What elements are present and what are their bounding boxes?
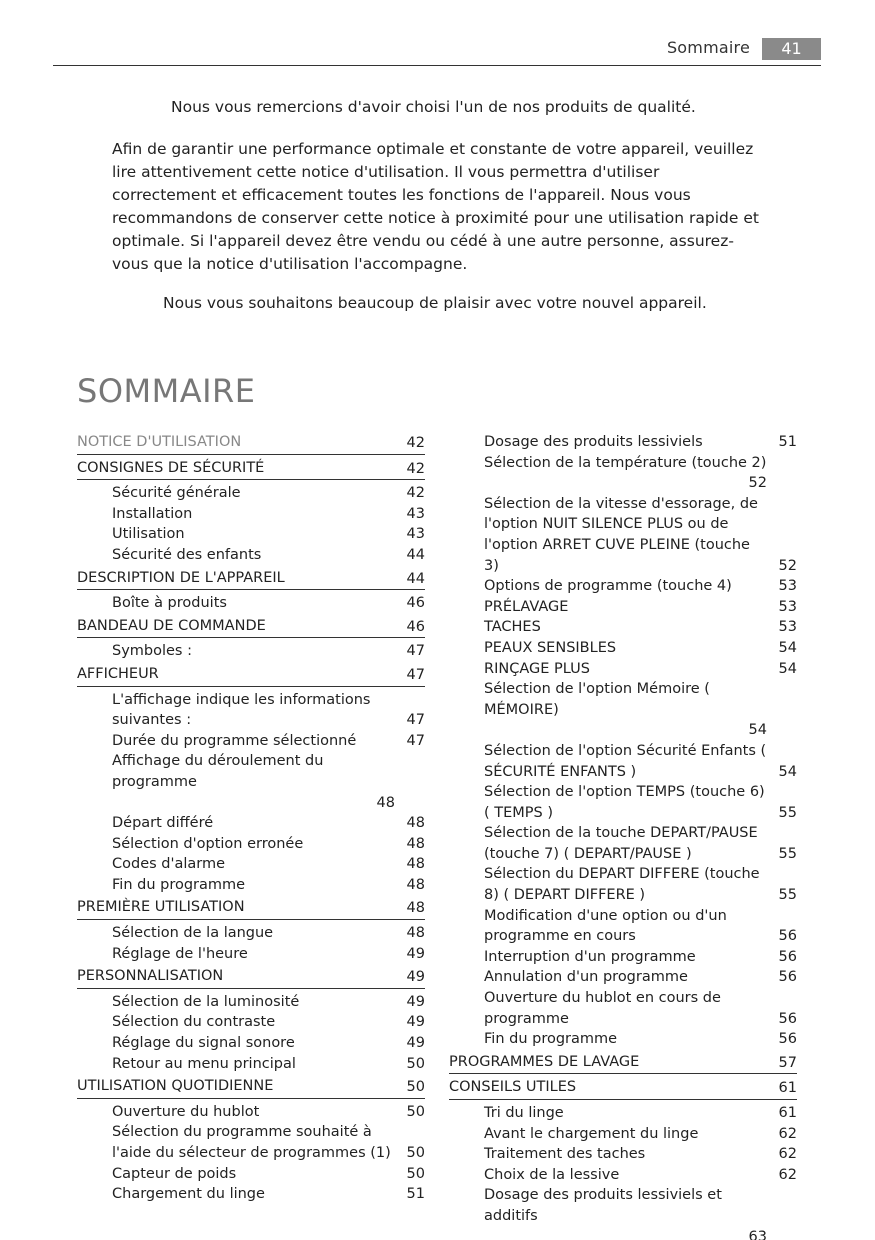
toc-entry[interactable] [77, 483, 425, 504]
toc-page: 50 [406, 1165, 425, 1182]
toc-label: AFFICHEUR [77, 665, 159, 682]
toc-entry[interactable] [77, 923, 425, 944]
toc-page: 50 [406, 1055, 425, 1072]
toc-page: 57 [778, 1054, 797, 1071]
toc-label: Annulation d'un programme [484, 969, 688, 986]
toc-entry[interactable] [77, 504, 425, 525]
toc-label: Retour au menu principal [112, 1055, 296, 1072]
toc-label: Sélection de la touche DEPART/PAUSE (touche 7) ( DEPART/PAUSE ) [484, 825, 758, 862]
toc-entry[interactable] [77, 813, 425, 834]
header-rule [53, 65, 821, 66]
toc-entry[interactable] [449, 1185, 797, 1240]
toc-page: 61 [778, 1105, 797, 1121]
toc-label: Traitement des taches [484, 1146, 646, 1163]
toc-page: 52 [778, 557, 797, 574]
toc-label: Sécurité générale [112, 485, 241, 502]
toc-page: 50 [406, 1103, 425, 1120]
toc-page: 56 [778, 948, 797, 965]
toc-label: PERSONNALISATION [77, 968, 224, 985]
toc-page: 49 [406, 969, 425, 986]
toc-entry[interactable] [77, 1102, 425, 1123]
toc-label: PRÉLAVAGE [484, 598, 569, 615]
toc-label: Interruption d'un programme [484, 948, 696, 965]
toc-label: DESCRIPTION DE L'APPAREIL [77, 569, 285, 586]
toc-entry[interactable] [449, 1103, 797, 1124]
toc-page: 42 [406, 485, 425, 502]
toc-label: PROGRAMMES DE LAVAGE [449, 1053, 640, 1070]
toc-entry[interactable] [449, 432, 797, 453]
toc-page: 53 [778, 598, 797, 615]
toc-label: Codes d'alarme [112, 856, 226, 873]
toc-section[interactable] [77, 966, 425, 989]
toc-section[interactable] [77, 664, 425, 687]
toc-label: Sélection de la langue [112, 925, 274, 942]
toc-entry[interactable] [449, 617, 797, 638]
toc-page: 51 [778, 434, 797, 450]
toc-label: Boîte à produits [112, 595, 227, 612]
toc-label: BANDEAU DE COMMANDE [77, 617, 266, 634]
toc-right-column [449, 432, 797, 1240]
toc-label: Dosage des produits lessiviels [484, 434, 703, 450]
toc-label: RINÇAGE PLUS [484, 660, 590, 677]
toc-label: CONSIGNES DE SÉCURITÉ [77, 459, 265, 476]
toc-label: Chargement du linge [112, 1186, 265, 1203]
toc-page: 62 [778, 1166, 797, 1183]
toc-page: 50 [406, 1079, 425, 1096]
toc-entry[interactable] [77, 1122, 425, 1163]
toc-entry[interactable] [449, 947, 797, 968]
toc-page: 53 [778, 619, 797, 636]
toc-page: 42 [406, 460, 425, 477]
toc-label: UTILISATION QUOTIDIENNE [77, 1078, 274, 1095]
toc-label: Choix de la lessive [484, 1166, 620, 1183]
toc-entry[interactable] [77, 731, 425, 752]
toc-label: Sélection du DEPART DIFFERE (touche 8) ( DEPART DIFFERE ) [484, 866, 760, 904]
toc-section[interactable] [77, 1076, 425, 1099]
toc-page: 63 [748, 1228, 767, 1240]
intro-wish: Nous vous souhaitons beaucoup de plaisir avec votre nouvel appareil. [163, 294, 707, 312]
toc-entry[interactable] [449, 906, 797, 947]
toc-section[interactable] [77, 458, 425, 481]
toc-entry[interactable] [449, 782, 797, 823]
toc-page: 46 [406, 618, 425, 635]
toc-entry[interactable] [77, 641, 425, 662]
toc-label: Affichage du déroulement du programme [112, 753, 324, 790]
toc-section[interactable] [77, 897, 425, 920]
toc-entry[interactable] [449, 967, 797, 988]
toc-page: 48 [406, 856, 425, 873]
toc-entry[interactable] [449, 576, 797, 597]
toc-page: 53 [778, 578, 797, 595]
toc-page: 56 [778, 1010, 797, 1027]
toc-page: 48 [406, 815, 425, 832]
toc-entry[interactable] [77, 1184, 425, 1205]
toc-entry[interactable] [449, 597, 797, 618]
toc-page: 47 [406, 643, 425, 660]
toc-page: 55 [778, 804, 797, 821]
toc-label: Ouverture du hublot [112, 1103, 260, 1120]
toc-label: PREMIÈRE UTILISATION [77, 899, 245, 916]
toc-entry[interactable] [77, 992, 425, 1013]
toc-entry[interactable] [77, 944, 425, 965]
toc-page: 43 [406, 526, 425, 543]
toc-page: 51 [406, 1186, 425, 1203]
toc-entry[interactable] [77, 545, 425, 566]
toc-page: 55 [778, 845, 797, 862]
toc-page: 49 [406, 993, 425, 1010]
toc-page: 54 [778, 763, 797, 780]
toc-page: 48 [376, 794, 395, 811]
toc-entry[interactable] [449, 1165, 797, 1186]
toc-page: 43 [406, 505, 425, 522]
toc-page: 48 [406, 925, 425, 942]
toc-page: 48 [406, 876, 425, 893]
toc-label: Sélection de l'option Sécurité Enfants ( SÉCURITÉ ENFANTS ) [484, 742, 767, 780]
toc-page: 55 [778, 887, 797, 904]
toc-entry[interactable] [449, 1029, 797, 1050]
toc-label: Tri du linge [484, 1105, 564, 1121]
toc-label: Sélection de la luminosité [112, 993, 300, 1010]
toc-entry[interactable] [77, 1164, 425, 1185]
toc-section[interactable] [449, 1052, 797, 1075]
toc-label: CONSEILS UTILES [449, 1079, 577, 1096]
toc-entry[interactable] [449, 638, 797, 659]
toc-label: Fin du programme [112, 876, 246, 893]
toc-label: Sélection d'option erronée [112, 835, 304, 852]
toc-label: Ouverture du hublot en cours de programme [484, 990, 721, 1027]
intro-body: Afin de garantir une performance optimale et constante de votre appareil, veuillez lire attentivement cette notice d'utilisation. Il vous permettra d'utiliser correctement et efficacement toutes les fonctions de l'appareil. Nous vous recommandons de conserver cette notice à proximité pour une utilisation rapide et optimale. Si l'appareil devez être vendu ou cédé à une autre personne, assurez-vous que la notice d'utilisation l'accompagne. [112, 140, 759, 273]
toc-page: 54 [778, 639, 797, 656]
toc-label: Symboles : [112, 643, 192, 660]
toc-page: 47 [406, 712, 425, 729]
toc-page: 49 [406, 1035, 425, 1052]
toc-page: 47 [406, 666, 425, 683]
toc-label: L'affichage indique les informations suivantes : [112, 691, 371, 729]
toc-page: 49 [406, 945, 425, 962]
toc-label: Réglage de l'heure [112, 945, 248, 962]
toc-page: 56 [778, 969, 797, 986]
toc-section[interactable] [77, 616, 425, 639]
toc-entry[interactable] [77, 690, 425, 731]
toc-page: 56 [778, 928, 797, 945]
toc-label: Installation [112, 505, 193, 522]
toc-page: 46 [406, 595, 425, 612]
toc-entry[interactable] [449, 1144, 797, 1165]
toc-entry[interactable] [449, 679, 797, 741]
toc-label: TACHES [484, 619, 541, 636]
toc-page: 52 [748, 475, 767, 492]
toc-entry[interactable] [449, 864, 797, 905]
toc-page: 44 [406, 546, 425, 563]
toc-label: Départ différé [112, 815, 214, 832]
toc-label: Options de programme (touche 4) [484, 578, 732, 595]
header-page-number: 41 [762, 38, 821, 60]
toc-entry[interactable] [449, 741, 797, 782]
toc-left-column [77, 432, 425, 1205]
toc-section[interactable] [77, 432, 425, 455]
toc-label: Sélection du programme souhaité à l'aide du sélecteur de programmes (1) [112, 1124, 391, 1161]
toc-page: 48 [406, 900, 425, 917]
toc-page: 49 [406, 1014, 425, 1031]
toc-label: Sélection de la vitesse d'essorage, de l'option NUIT SILENCE PLUS ou de l'option ARRET CUVE PLEINE (touche 3) [484, 495, 758, 574]
toc-entry[interactable] [77, 524, 425, 545]
toc-entry[interactable] [77, 834, 425, 855]
toc-label: Sélection du contraste [112, 1014, 276, 1031]
toc-label: Avant le chargement du linge [484, 1125, 699, 1142]
toc-page: 54 [748, 722, 767, 739]
toc-entry[interactable] [449, 659, 797, 680]
toc-page: 56 [778, 1031, 797, 1048]
toc-section[interactable] [77, 568, 425, 591]
toc-entry[interactable] [77, 875, 425, 896]
toc-entry[interactable] [449, 823, 797, 864]
toc-page: 42 [406, 435, 425, 451]
toc-label: Dosage des produits lessiviels et additifs [484, 1187, 722, 1224]
toc-section[interactable] [449, 1077, 797, 1100]
toc-entry[interactable] [77, 751, 425, 813]
toc-entry[interactable] [449, 453, 797, 494]
intro-thanks: Nous vous remercions d'avoir choisi l'un de nos produits de qualité. [171, 98, 696, 116]
toc-title: SOMMAIRE [77, 372, 256, 410]
toc-page: 50 [406, 1145, 425, 1161]
toc-entry[interactable] [449, 988, 797, 1029]
toc-page: 44 [406, 570, 425, 587]
toc-page: 61 [778, 1080, 797, 1097]
toc-label: Sélection de l'option TEMPS (touche 6) ( TEMPS ) [484, 784, 765, 821]
toc-label: Durée du programme sélectionné [112, 732, 357, 749]
toc-label: Modification d'une option ou d'un programme en cours [484, 907, 727, 945]
toc-label: Utilisation [112, 526, 185, 543]
toc-entry[interactable] [449, 1124, 797, 1145]
toc-label: NOTICE D'UTILISATION [77, 434, 242, 450]
toc-page: 48 [406, 835, 425, 852]
toc-label: Capteur de poids [112, 1165, 237, 1182]
toc-page: 62 [778, 1125, 797, 1142]
toc-entry[interactable] [77, 854, 425, 875]
toc-label: Fin du programme [484, 1031, 618, 1048]
toc-entry[interactable] [77, 593, 425, 614]
toc-entry[interactable] [449, 494, 797, 576]
toc-label: PEAUX SENSIBLES [484, 639, 617, 656]
toc-label: Sélection de l'option Mémoire ( MÉMOIRE) [484, 681, 710, 718]
toc-page: 62 [778, 1146, 797, 1163]
toc-label: Sélection de la température (touche 2) [484, 454, 767, 471]
toc-entry[interactable] [77, 1012, 425, 1033]
toc-page: 54 [778, 660, 797, 677]
toc-entry[interactable] [77, 1054, 425, 1075]
toc-page: 47 [406, 732, 425, 749]
toc-label: Sécurité des enfants [112, 546, 262, 563]
header-title: Sommaire [666, 38, 750, 57]
toc-entry[interactable] [77, 1033, 425, 1054]
toc-label: Réglage du signal sonore [112, 1035, 295, 1052]
